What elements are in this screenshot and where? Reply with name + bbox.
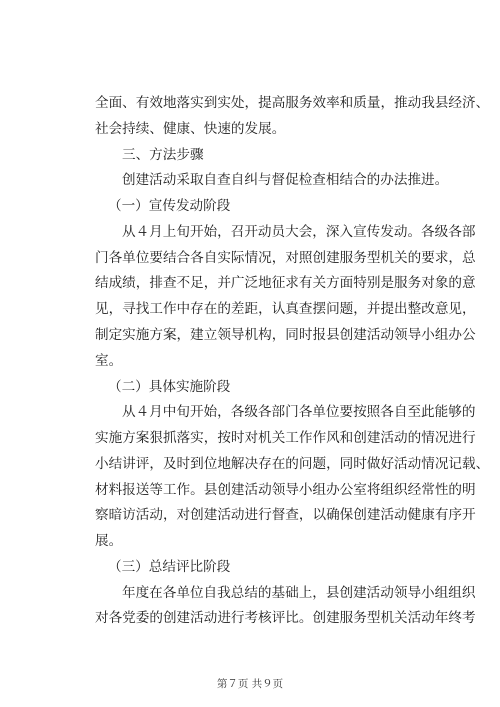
text-line: 年度在各单位自我总结的基础上，县创建活动领导小组组织 xyxy=(122,585,476,601)
text-line: 门各单位要结合各自实际情况，对照创建服务型机关的要求，总 xyxy=(95,250,476,266)
text-line: 社会持续、健康、快速的发展。 xyxy=(95,121,286,137)
text-line: 从４月上旬开始，召开动员大会，深入宣传发动。各级各部 xyxy=(122,224,476,240)
text-line: 察暗访活动，对创建活动进行督查，以确保创建活动健康有序开 xyxy=(95,507,476,523)
text-line: 制定实施方案，建立领导机构，同时报县创建活动领导小组办公 xyxy=(95,327,476,343)
text-line: 全面、有效地落实到实处，提高服务效率和质量，推动我县经济、 xyxy=(95,95,490,111)
text-line: 从４月中旬开始，各级各部门各单位要按照各自至此能够的 xyxy=(122,404,476,420)
subsection-heading: （一）宣传发动阶段 xyxy=(108,198,231,214)
subsection-heading: （三）总结评比阶段 xyxy=(108,559,231,575)
text-line: 实施方案狠抓落实，按时对机关工作作风和创建活动的情况进行 xyxy=(95,430,476,446)
text-line: 小结讲评，及时到位地解决存在的问题，同时做好活动情况记载、 xyxy=(95,456,490,472)
text-line: 室。 xyxy=(95,353,123,369)
text-line: 材料报送等工作。县创建活动领导小组办公室将组织经常性的明 xyxy=(95,482,476,498)
page-number-footer: 第７页 共９页 xyxy=(216,678,284,690)
text-line: 见，寻找工作中存在的差距，认真查摆问题，并提出整改意见， xyxy=(95,301,476,317)
text-line: 展。 xyxy=(95,533,123,549)
section-heading: 三、方法步骤 xyxy=(122,147,204,163)
subsection-heading: （二）具体实施阶段 xyxy=(108,379,231,395)
text-line: 结成绩，排查不足，并广泛地征求有关方面特别是服务对象的意 xyxy=(95,275,476,291)
text-line: 对各党委的创建活动进行考核评比。创建服务型机关活动年终考 xyxy=(95,610,476,626)
text-line: 创建活动采取自查自纠与督促检查相结合的办法推进。 xyxy=(122,172,449,188)
